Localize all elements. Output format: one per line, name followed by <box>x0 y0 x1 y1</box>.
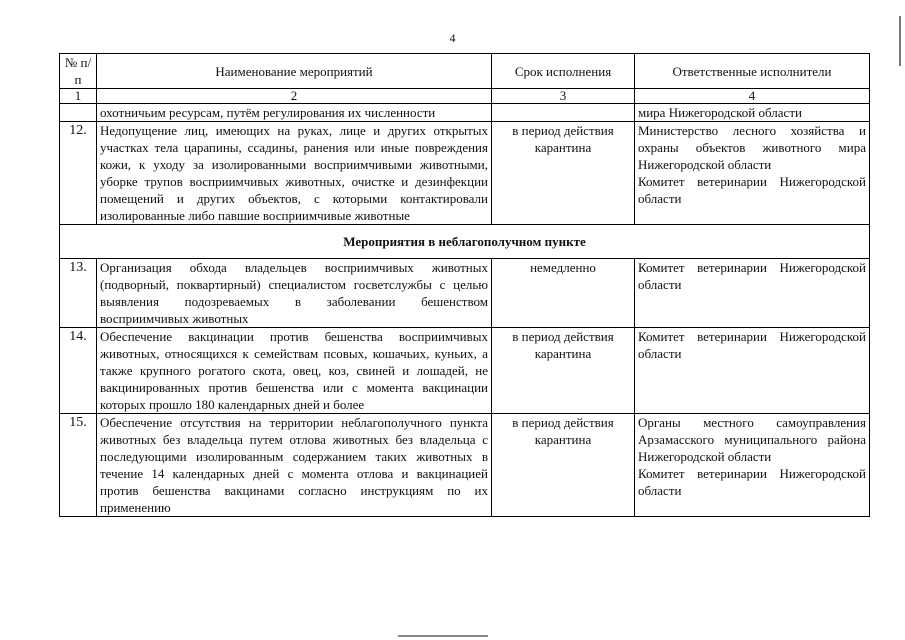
measure-responsible: мира Нижегородской области <box>635 104 870 122</box>
responsible-entry: Министерство лесного хозяйства и охраны объектов животного мира Нижегородской области <box>638 123 866 172</box>
row-num: 14. <box>60 328 97 414</box>
measure-term: в период действия карантина <box>492 414 635 517</box>
measure-name: Недопущение лиц, имеющих на руках, лице и других открытых участках тела царапины, ссадины, ранения или иные повреждения кожи, к уходу за изолированными восприимчивыми животными, уборке трупов восприимчивых животных, очистке и дезинфекции помещений и других объектов, с которыми контактировали изолированные либо павшие восприимчивые животные <box>97 122 492 225</box>
header-row <box>60 54 870 89</box>
measure-responsible <box>635 122 870 225</box>
measure-name: Обеспечение вакцинации против бешенства восприимчивых животных, относящихся к семействам псовых, кошачьих, куньих, а также крупного рогатого скота, овец, коз, свиней и лошадей, не вакцинированных против бешенства или с момента вакцинации которых прошло 180 календарных дней и более <box>97 328 492 414</box>
column-number-row <box>60 89 870 104</box>
measures-table <box>59 53 870 517</box>
measure-responsible <box>635 328 870 414</box>
header-responsible: Ответственные исполнители <box>635 54 870 89</box>
header-name: Наименование мероприятий <box>97 54 492 89</box>
column-number: 1 <box>60 89 97 104</box>
row-num: 12. <box>60 122 97 225</box>
measure-term <box>492 104 635 122</box>
column-number: 4 <box>635 89 870 104</box>
measure-name: охотничьим ресурсам, путём регулирования их численности <box>97 104 492 122</box>
section-title: Мероприятия в неблагополучном пункте <box>60 225 870 259</box>
responsible-entry: Комитет ветеринарии Нижегородской области <box>638 174 866 206</box>
header-num: № п/п <box>60 54 97 89</box>
table-row <box>60 328 870 414</box>
table-row <box>60 414 870 517</box>
column-number: 2 <box>97 89 492 104</box>
measure-term: в период действия карантина <box>492 328 635 414</box>
page-number: 4 <box>449 31 456 45</box>
continuation-row <box>60 104 870 122</box>
measure-responsible <box>635 414 870 517</box>
measure-term: немедленно <box>492 259 635 328</box>
row-num: 13. <box>60 259 97 328</box>
scan-bottom-mark <box>398 635 488 637</box>
row-num <box>60 104 97 122</box>
table-row <box>60 122 870 225</box>
measure-term: в период действия карантина <box>492 122 635 225</box>
responsible-entry: Комитет ветеринарии Нижегородской области <box>638 466 866 498</box>
responsible-entry: Комитет ветеринарии Нижегородской области <box>638 260 866 292</box>
measure-name: Организация обхода владельцев восприимчивых животных (подворный, поквартирный) специалистом госветслужбы с целью выявления подозреваемых в заболевании бешенством восприимчивых животных <box>97 259 492 328</box>
column-number: 3 <box>492 89 635 104</box>
measure-responsible <box>635 259 870 328</box>
responsible-entry: Комитет ветеринарии Нижегородской области <box>638 329 866 361</box>
section-header-row <box>60 225 870 259</box>
responsible-entry: Органы местного самоуправления Арзамасского муниципального района Нижегородской области <box>638 415 866 464</box>
measure-name: Обеспечение отсутствия на территории неблагополучного пункта животных без владельца путем отлова животных без владельца с последующими изолированным содержанием таких животных в течение 14 календарных дней с момента отлова и вакцинацией против бешенства вакцинами согласно инструкциям по их применению <box>97 414 492 517</box>
row-num: 15. <box>60 414 97 517</box>
header-term: Срок исполнения <box>492 54 635 89</box>
table-row <box>60 259 870 328</box>
